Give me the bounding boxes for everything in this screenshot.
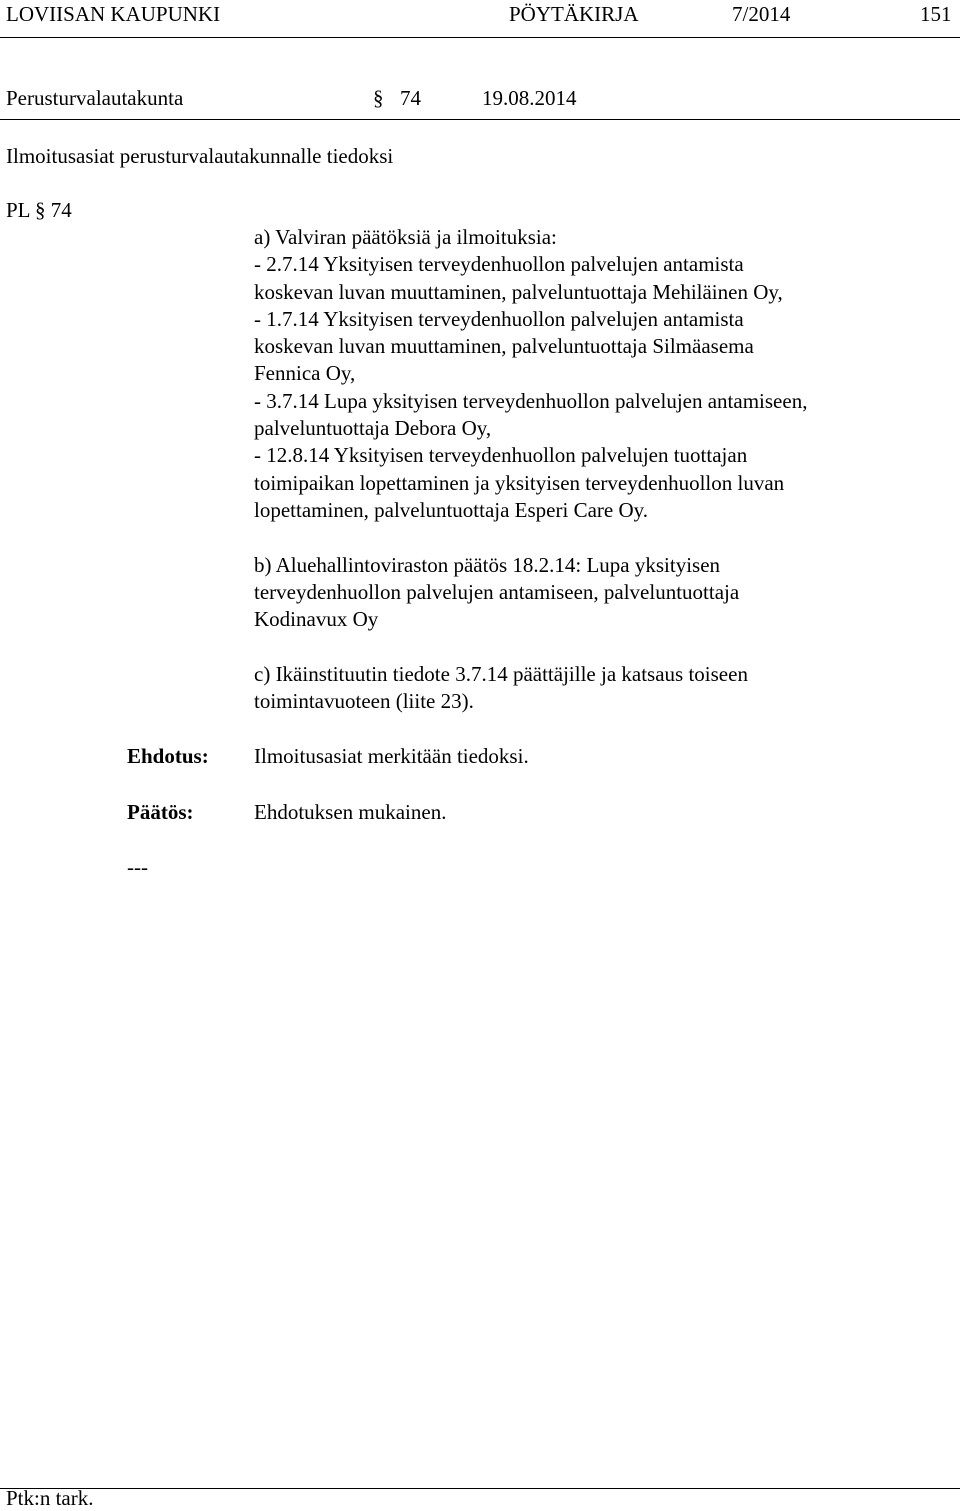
content-line: Kodinavux Oy — [254, 607, 379, 631]
footer-divider — [0, 1488, 960, 1489]
section-symbol: § — [373, 86, 384, 110]
content-line: - 3.7.14 Lupa yksityisen terveydenhuollon palvelujen antamiseen, — [254, 389, 808, 413]
proposal-label: Ehdotus: — [127, 744, 209, 768]
content-line: - 12.8.14 Yksityisen terveydenhuollon palvelujen tuottajan — [254, 443, 748, 467]
meeting-divider — [0, 119, 960, 120]
section-number: 74 — [400, 86, 421, 110]
header-organization: LOVIISAN KAUPUNKI — [6, 2, 221, 26]
item-title: Ilmoitusasiat perusturvalautakunnalle tiedoksi — [6, 144, 394, 168]
section-separator: --- — [127, 855, 148, 879]
content-line: lopettaminen, palveluntuottaja Esperi Care Oy. — [254, 498, 649, 522]
header-divider — [0, 37, 960, 38]
header-issue: 7/2014 — [732, 2, 791, 26]
item-reference: PL § 74 — [6, 198, 72, 222]
meeting-date: 19.08.2014 — [482, 86, 577, 110]
header-page-number: 151 — [920, 2, 952, 26]
content-line: terveydenhuollon palvelujen antamiseen, palveluntuottaja — [254, 580, 740, 604]
content-line: koskevan luvan muuttaminen, palveluntuottaja Mehiläinen Oy, — [254, 280, 783, 304]
decision-text: Ehdotuksen mukainen. — [254, 800, 447, 824]
content-line: a) Valviran päätöksiä ja ilmoituksia: — [254, 225, 557, 249]
content-line: koskevan luvan muuttaminen, palveluntuottaja Silmäasema — [254, 334, 754, 358]
content-line: c) Ikäinstituutin tiedote 3.7.14 päättäjille ja katsaus toiseen — [254, 662, 748, 686]
content-line: Fennica Oy, — [254, 361, 356, 385]
meeting-body: Perusturvalautakunta — [6, 86, 184, 110]
footer-check-label: Ptk:n tark. — [6, 1486, 94, 1510]
content-line: - 2.7.14 Yksityisen terveydenhuollon palvelujen antamista — [254, 252, 744, 276]
proposal-text: Ilmoitusasiat merkitään tiedoksi. — [254, 744, 529, 768]
decision-label: Päätös: — [127, 800, 194, 824]
header-doc-type: PÖYTÄKIRJA — [509, 2, 639, 26]
content-line: - 1.7.14 Yksityisen terveydenhuollon palvelujen antamista — [254, 307, 744, 331]
content-line: toimintavuoteen (liite 23). — [254, 689, 474, 713]
content-line: toimipaikan lopettaminen ja yksityisen terveydenhuollon luvan — [254, 471, 785, 495]
content-line: palveluntuottaja Debora Oy, — [254, 416, 492, 440]
content-line: b) Aluehallintoviraston päätös 18.2.14: Lupa yksityisen — [254, 553, 721, 577]
